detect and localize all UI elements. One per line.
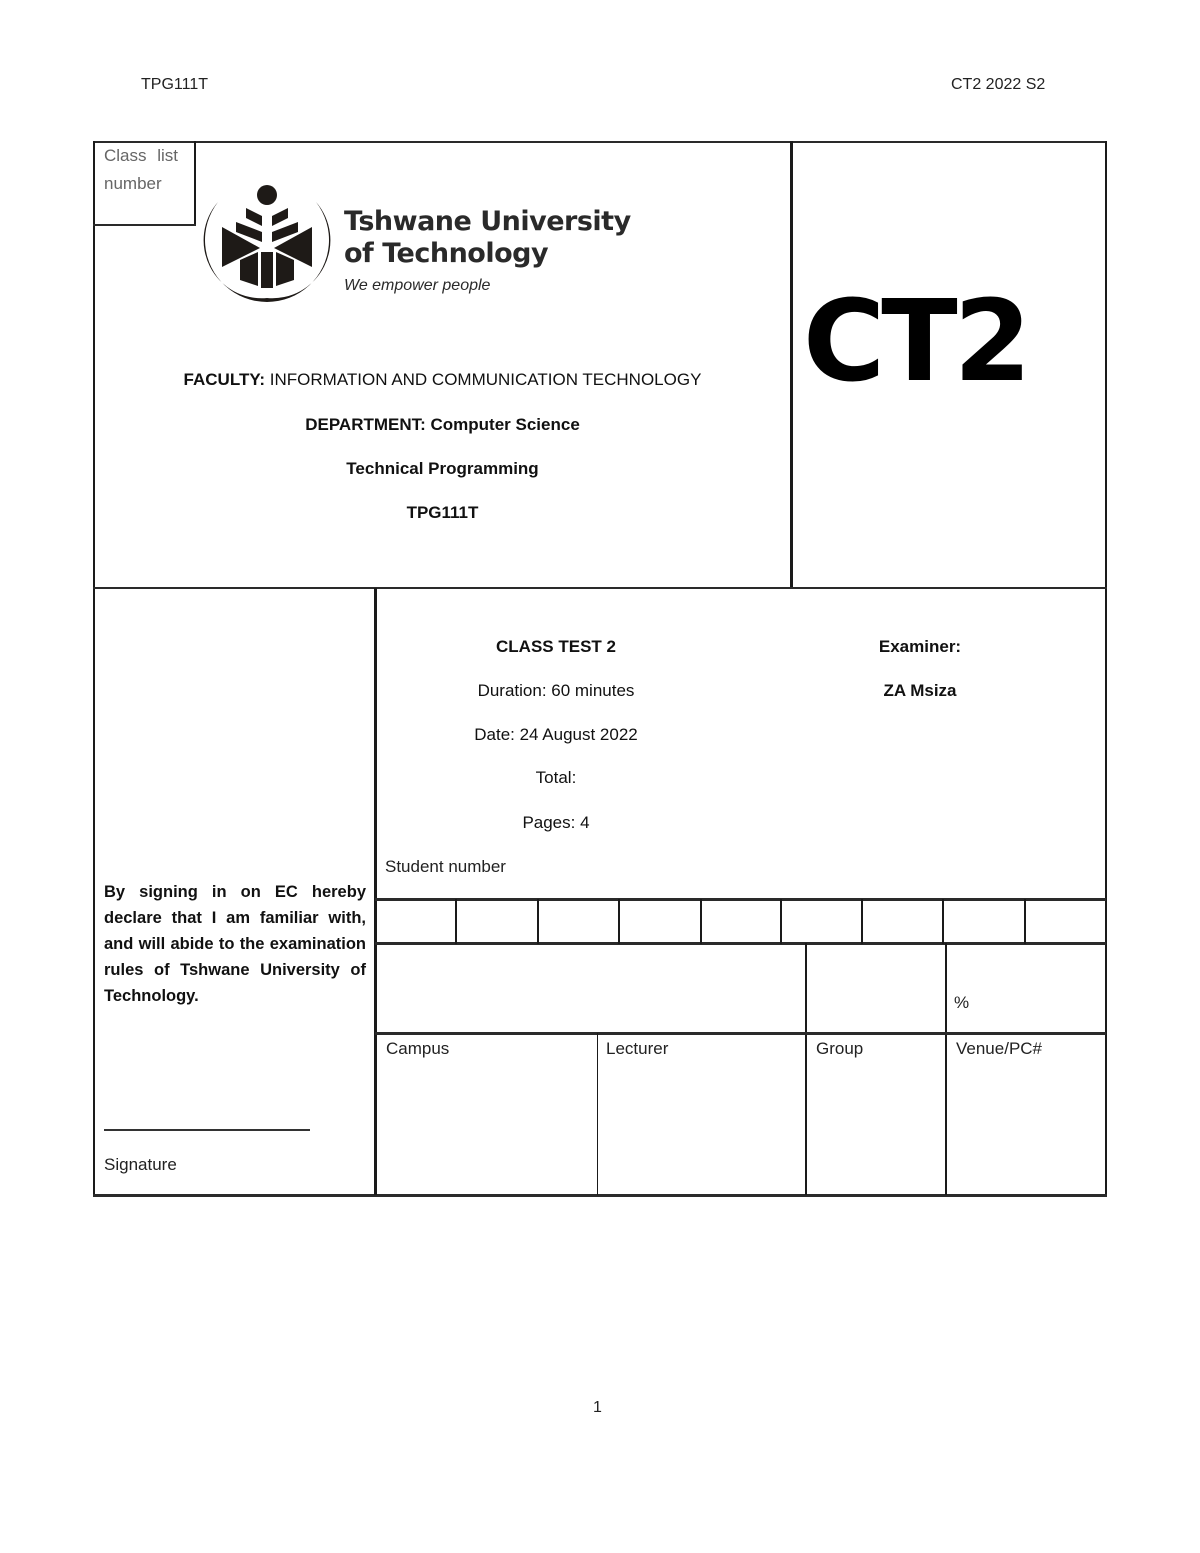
faculty-label: FACULTY: — [183, 370, 266, 389]
section-divider — [93, 587, 1107, 589]
lecturer-col-divider — [597, 1033, 598, 1195]
signature-label: Signature — [104, 1155, 177, 1174]
venue-header: Venue/PC# — [956, 1039, 1043, 1058]
header-test-id: CT2 2022 S2 — [951, 76, 1046, 93]
test-title: CLASS TEST 2 — [496, 637, 616, 656]
badge-divider — [790, 141, 793, 588]
test-duration: Duration: 60 minutes — [477, 681, 635, 700]
score-field[interactable] — [807, 945, 945, 1032]
tut-emblem-icon — [200, 182, 334, 306]
class-list-label: Class list — [104, 146, 179, 165]
course-code: TPG111T — [406, 503, 479, 522]
examiner-label: Examiner: — [878, 637, 962, 656]
test-total: Total: — [535, 768, 577, 787]
student-number-cell[interactable] — [944, 901, 1024, 942]
student-number-cell[interactable] — [457, 901, 537, 942]
test-badge: CT2 — [803, 277, 1028, 407]
department-line: DEPARTMENT: Computer Science — [305, 415, 580, 434]
campus-field[interactable] — [377, 1066, 596, 1193]
lecturer-header: Lecturer — [606, 1039, 669, 1058]
student-number-label: Student number — [385, 857, 506, 876]
header-course-code: TPG111T — [141, 76, 208, 93]
student-number-cell[interactable] — [620, 901, 700, 942]
percent-label: % — [954, 993, 970, 1012]
student-number-cell[interactable] — [863, 901, 942, 942]
mark-field[interactable] — [377, 945, 805, 1032]
page-number: 1 — [593, 1399, 602, 1416]
declaration-text: By signing in on EC hereby declare that I am familiar with, and will abide to the examination rules of Tshwane University of Technology. — [104, 883, 366, 1005]
subject-name: Technical Programming — [346, 459, 539, 478]
student-number-cell[interactable] — [702, 901, 780, 942]
border-top — [93, 141, 1107, 143]
border-right — [1105, 141, 1107, 1196]
student-number-cell[interactable] — [539, 901, 618, 942]
percentage-field[interactable] — [947, 945, 1105, 1032]
test-date: Date: 24 August 2022 — [474, 725, 638, 744]
class-list-label-2: number — [104, 174, 162, 193]
university-tagline: We empower people — [344, 277, 491, 294]
faculty-value: INFORMATION AND COMMUNICATION TECHNOLOGY — [265, 370, 702, 389]
venue-field[interactable] — [947, 1066, 1105, 1193]
details-header-top — [375, 1032, 1106, 1035]
examiner-name: ZA Msiza — [883, 681, 957, 700]
group-field[interactable] — [807, 1066, 945, 1193]
signature-line[interactable] — [104, 1129, 310, 1131]
university-name-line1: Tshwane University — [344, 206, 631, 237]
test-pages: Pages: 4 — [522, 813, 590, 832]
faculty-line — [95, 370, 790, 390]
border-bottom — [93, 1194, 1107, 1197]
student-number-cell[interactable] — [782, 901, 861, 942]
class-list-box-bottom — [93, 224, 196, 226]
university-name-line2: of Technology — [344, 238, 549, 269]
group-header: Group — [816, 1039, 864, 1058]
class-list-box-right — [194, 141, 196, 226]
lecturer-field[interactable] — [599, 1066, 804, 1193]
student-number-cell[interactable] — [1026, 901, 1105, 942]
campus-header: Campus — [386, 1039, 450, 1058]
student-number-cell[interactable] — [377, 901, 455, 942]
border-left — [93, 141, 95, 1196]
